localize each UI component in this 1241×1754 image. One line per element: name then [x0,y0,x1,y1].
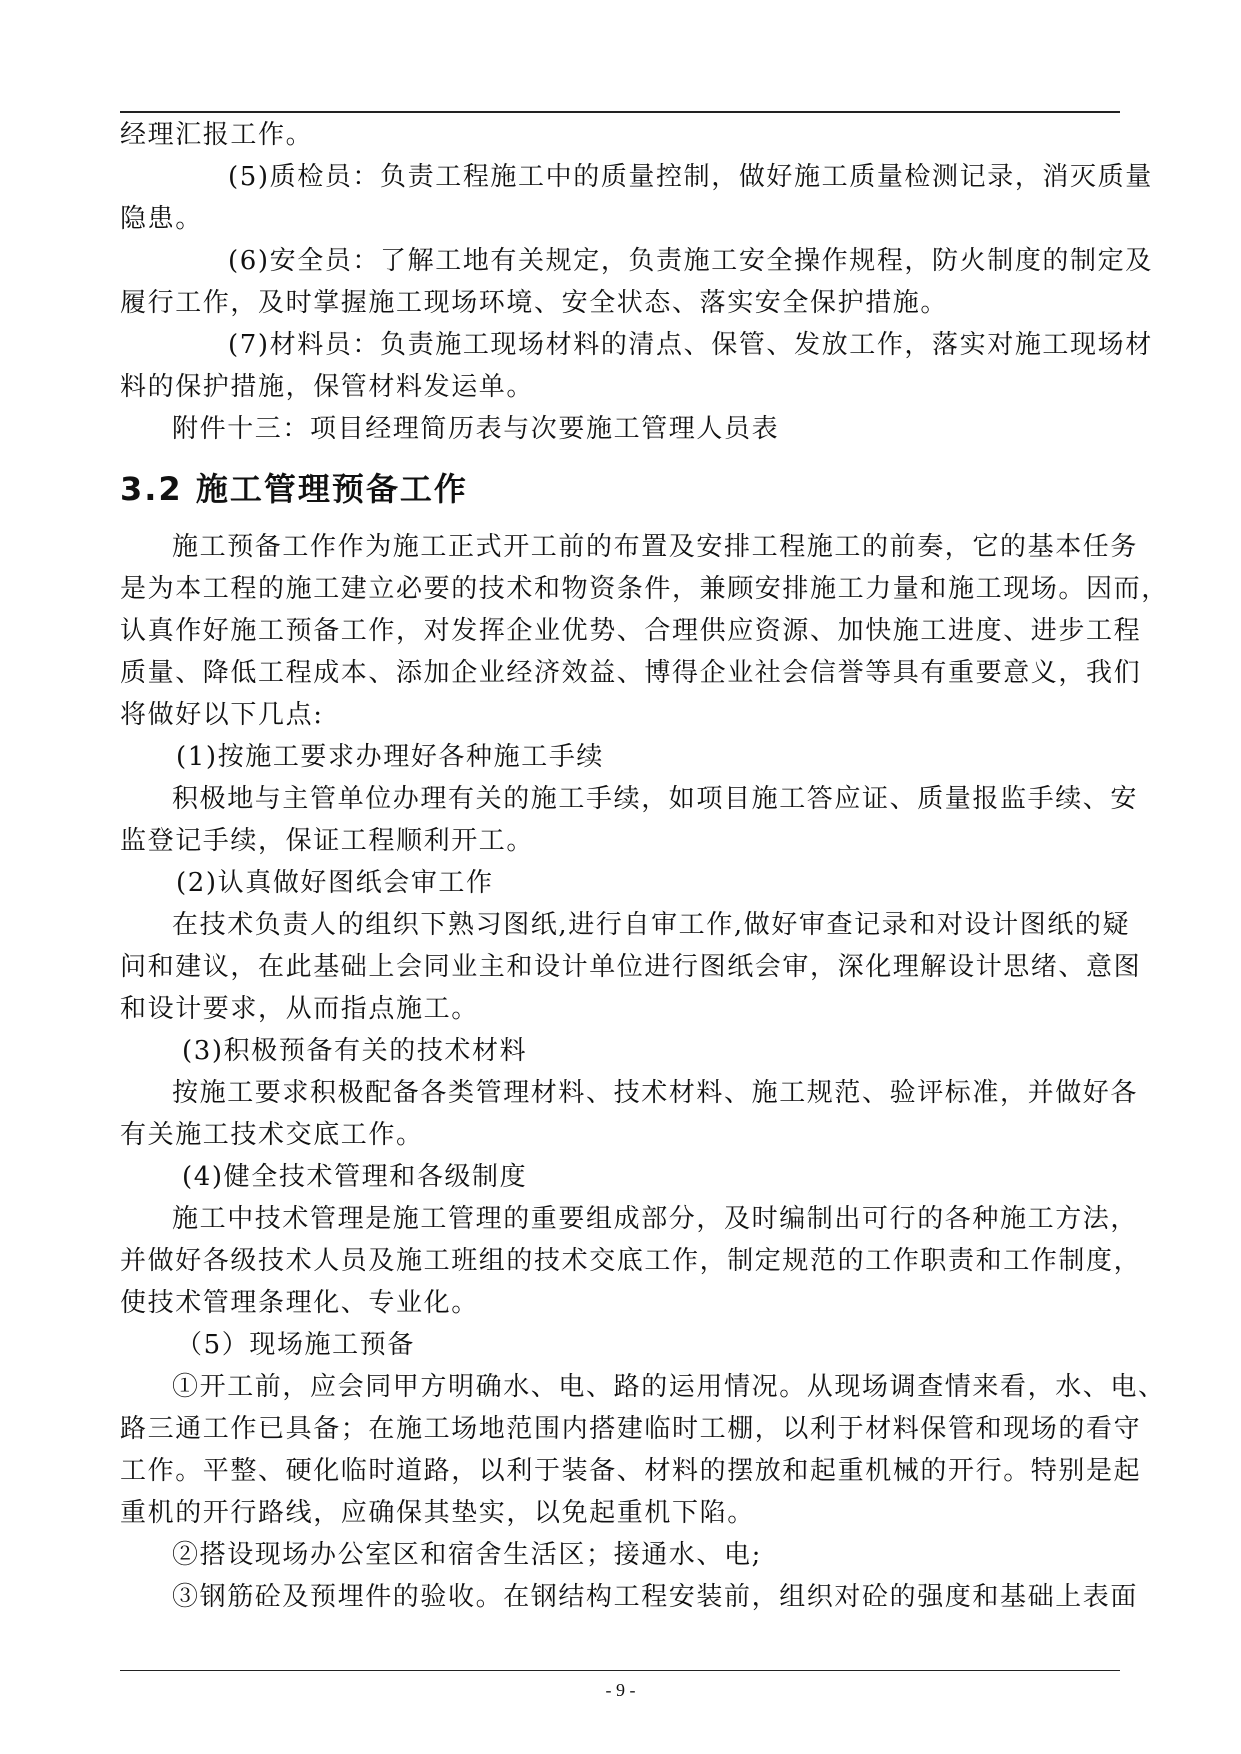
text-line: 有关施工技术交底工作。 [120,1120,424,1150]
text-line: (7)材料员：负责施工现场材料的清点、保管、发放工作，落实对施工现场材 [228,330,1153,360]
text-line: 附件十三：项目经理简历表与次要施工管理人员表 [172,414,780,444]
text-line: 按施工要求积极配备各类管理材料、技术材料、施工规范、验评标准，并做好各 [172,1078,1139,1108]
text-line: 经理汇报工作。 [120,120,314,150]
preceding-section [120,114,1153,450]
section-heading: 3.2 施工管理预备工作 [120,470,468,508]
text-line: 工作。平整、硬化临时道路，以利于装备、材料的摆放和起重机械的开行。特别是起 [120,1456,1142,1486]
text-line: 履行工作，及时掌握施工现场环境、安全状态、落实安全保护措施。 [120,288,949,318]
text-line: 将做好以下几点: [120,700,324,730]
footer-rule [120,1670,1120,1671]
text-line: 监登记手续，保证工程顺利开工。 [120,826,535,856]
text-line: 施工中技术管理是施工管理的重要组成部分，及时编制出可行的各种施工方法， [172,1204,1139,1234]
text-line: 并做好各级技术人员及施工班组的技术交底工作，制定规范的工作职责和工作制度， [120,1246,1142,1276]
text-line: (4)健全技术管理和各级制度 [182,1162,528,1192]
text-line: 积极地与主管单位办理有关的施工手续，如项目施工答应证、质量报监手续、安 [172,784,1139,814]
header-rule [120,111,1120,113]
text-line: ③钢筋砼及预埋件的验收。在钢结构工程安装前，组织对砼的强度和基础上表面 [172,1582,1139,1612]
text-line: 使技术管理条理化、专业化。 [120,1288,479,1318]
page-content [120,114,1169,1618]
section-body [120,526,1169,1618]
text-line: ②搭设现场办公室区和宿舍生活区；接通水、电; [172,1540,762,1570]
text-line: ①开工前，应会同甲方明确水、电、路的运用情况。从现场调查情来看，水、电、 [172,1372,1166,1402]
text-line: 路三通工作已具备；在施工场地范围内搭建临时工棚，以利于材料保管和现场的看守 [120,1414,1142,1444]
text-line: (6)安全员：了解工地有关规定，负责施工安全操作规程，防火制度的制定及 [228,246,1153,276]
text-line: (1)按施工要求办理好各种施工手续 [176,742,605,772]
text-line: (5)质检员：负责工程施工中的质量控制，做好施工质量检测记录，消灭质量 [228,162,1153,192]
text-line: 料的保护措施，保管材料发运单。 [120,372,535,402]
text-line: (3)积极预备有关的技术材料 [182,1036,528,1066]
text-line: 在技术负责人的组织下熟习图纸,进行自审工作,做好审查记录和对设计图纸的疑 [172,910,1131,940]
text-line: 是为本工程的施工建立必要的技术和物资条件，兼顾安排施工力量和施工现场。因而， [120,574,1169,604]
text-line: 和设计要求，从而指点施工。 [120,994,479,1024]
text-line: 重机的开行路线，应确保其垫实，以免起重机下陷。 [120,1498,755,1528]
page-number: - 9 - [605,1680,636,1700]
text-line: 施工预备工作作为施工正式开工前的布置及安排工程施工的前奏，它的基本任务 [172,532,1139,562]
text-line: 认真作好施工预备工作，对发挥企业优势、合理供应资源、加快施工进度、进步工程 [120,616,1142,646]
text-line: 质量、降低工程成本、添加企业经济效益、博得企业社会信誉等具有重要意义，我们 [120,658,1142,688]
text-line: (2)认真做好图纸会审工作 [176,868,494,898]
text-line: （5）现场施工预备 [176,1330,415,1360]
text-line: 隐患。 [120,204,203,234]
text-line: 问和建议，在此基础上会同业主和设计单位进行图纸会审，深化理解设计思绪、意图 [120,952,1142,982]
